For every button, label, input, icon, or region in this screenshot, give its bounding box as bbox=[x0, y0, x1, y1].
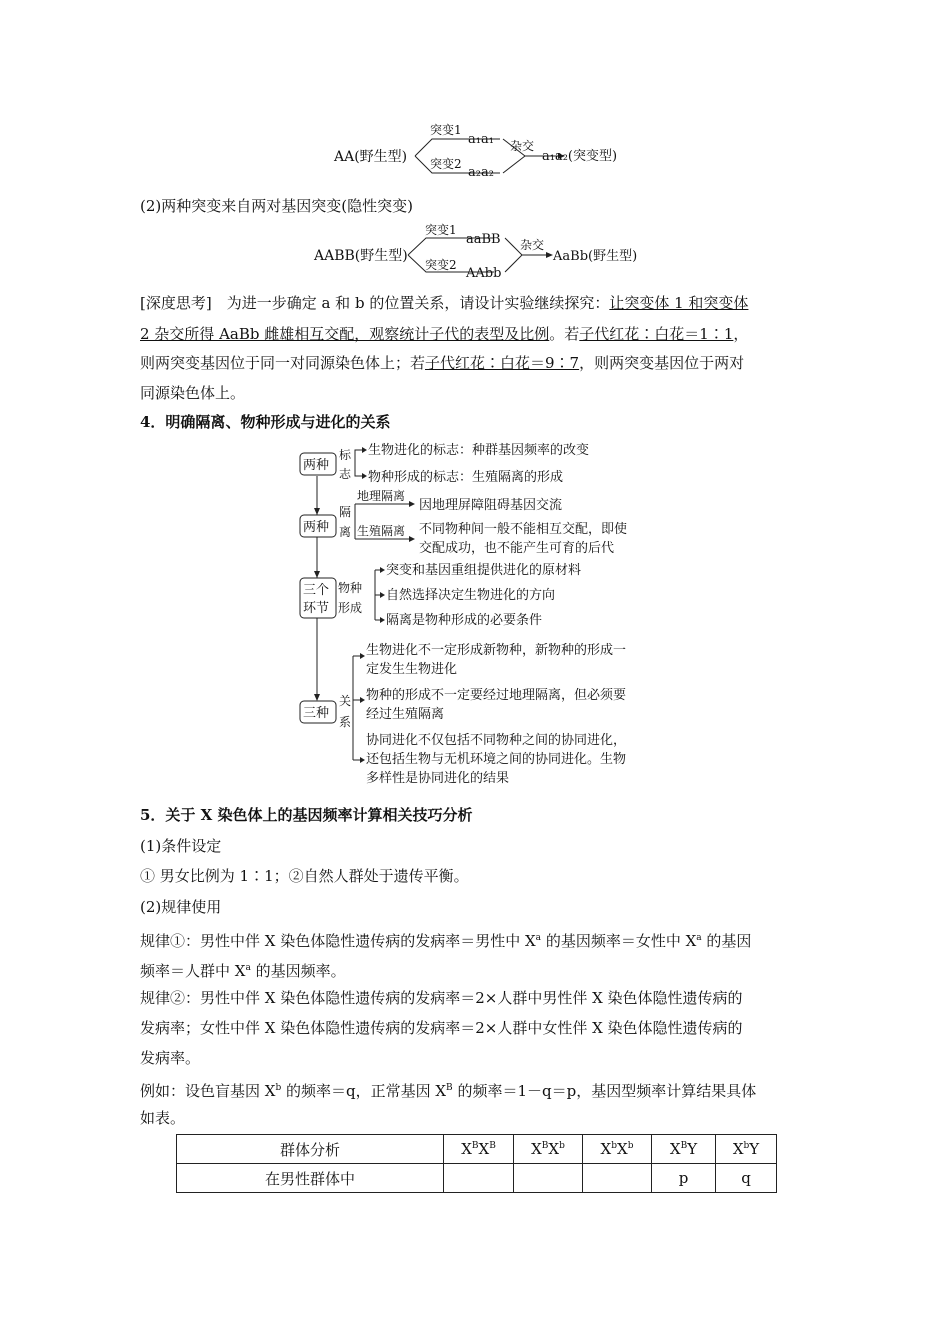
d1-mut1: 突变1 bbox=[430, 123, 462, 137]
example-line-2: 如表。 bbox=[140, 1109, 186, 1127]
cm-b2-arrowhead-2 bbox=[409, 536, 415, 542]
example-line-1 bbox=[140, 1078, 756, 1101]
deep-text-3a: 则两突变基因位于同一对同源染色体上；若 bbox=[140, 354, 426, 372]
cm-b1-side-1: 标 bbox=[339, 448, 352, 462]
d2-wild: AABB(野生型) bbox=[314, 248, 408, 264]
example-text-c: 的频率＝1－q＝p，基因型频率计算结果具体 bbox=[452, 1082, 757, 1100]
d2-merge-down bbox=[505, 255, 522, 272]
cm-b4-arrowhead-3 bbox=[360, 757, 365, 763]
deep-answer-4: 子代红花∶白花＝9∶7 bbox=[425, 354, 580, 372]
cm-b4-item-2a: 物种的形成不一定要经过地理隔离，但必须要 bbox=[366, 688, 627, 703]
cm-b4-item-1a: 生物进化不一定形成新物种，新物种的形成一 bbox=[366, 643, 627, 658]
cm-b4-side-2: 系 bbox=[339, 715, 352, 729]
deep-answer-1: 让突变体 1 和突变体 bbox=[609, 294, 749, 312]
rule-2-line-3: 发病率。 bbox=[140, 1049, 201, 1067]
th-XbY: $X^bY$ bbox=[716, 1135, 777, 1164]
cm-b1-arrowhead-1 bbox=[362, 447, 367, 453]
cm-b4-item-1b: 定发生生物进化 bbox=[366, 662, 458, 677]
section-5-title: 5．关于 X 染色体上的基因频率计算相关技巧分析 bbox=[140, 806, 473, 824]
cm-b3-item-1: 突变和基因重组提供进化的原材料 bbox=[386, 563, 582, 578]
mutation-diagram-1 bbox=[320, 118, 640, 188]
deep-answer-3: 子代红花∶白花＝1∶1 bbox=[579, 325, 734, 343]
th-XBXb: $X^BX^b$ bbox=[514, 1135, 583, 1164]
cm-b2-label-2: 生殖隔离 bbox=[357, 524, 406, 538]
rule-1-line-2 bbox=[140, 958, 346, 981]
cm-b3-arrowhead-1 bbox=[380, 567, 385, 573]
d2-g2: AAbb bbox=[466, 266, 502, 281]
deep-text-3c: ，则两突变基因位于两对 bbox=[579, 354, 745, 372]
cm-box-2-label: 两种 bbox=[303, 520, 330, 535]
sup-a-1: a bbox=[535, 933, 542, 943]
rule-1-text-e: 的基因频率。 bbox=[250, 962, 346, 980]
td-male-group: 在男性群体中 bbox=[177, 1164, 444, 1193]
deep-line-2 bbox=[140, 324, 748, 344]
cm-b1-item-1: 生物进化的标志：种群基因频率的改变 bbox=[368, 443, 590, 458]
concept-map bbox=[295, 438, 665, 790]
td-empty-2 bbox=[514, 1164, 583, 1193]
deep-answer-2: 2 杂交所得 AaBb 雌雄相互交配，观察统计子代的表型及比例 bbox=[140, 325, 550, 343]
deep-text-1a: [深度思考] 为进一步确定 a 和 b 的位置关系，请设计实验继续探究： bbox=[140, 294, 610, 312]
rule-2-line-1: 规律②：男性中伴 X 染色体隐性遗传病的发病率＝2×人群中男性伴 X 染色体隐性遗传病的 bbox=[140, 989, 743, 1007]
rule-2-line-2: 发病率；女性中伴 X 染色体隐性遗传病的发病率＝2×人群中女性伴 X 染色体隐性遗传病的 bbox=[140, 1019, 743, 1037]
sup-a-2: a bbox=[696, 933, 702, 943]
cm-b4-item-2b: 经过生殖隔离 bbox=[366, 707, 445, 722]
cm-b4-item-3c: 多样性是协同进化的结果 bbox=[366, 771, 510, 786]
cm-b3-side-1: 物种 bbox=[338, 581, 363, 595]
cm-b1-side-2: 志 bbox=[339, 467, 352, 481]
sup-a-3: a bbox=[245, 963, 251, 973]
th-group: 群体分析 bbox=[177, 1135, 444, 1164]
d1-g1: a₁a₁ bbox=[468, 132, 494, 147]
rule-1-text-d: 频率＝人群中 X bbox=[140, 962, 246, 980]
td-q: q bbox=[716, 1164, 777, 1193]
cm-b3-side-2: 形成 bbox=[338, 601, 363, 615]
cm-spine-arrow-2 bbox=[314, 571, 320, 578]
cm-b1-arrowhead-2 bbox=[362, 473, 367, 479]
th-XBXB: $X^BX^B$ bbox=[444, 1135, 514, 1164]
cm-b2-label-1: 地理隔离 bbox=[357, 489, 406, 503]
para2-title: (2)两种突变来自两对基因突变(隐性突变) bbox=[140, 197, 413, 215]
cm-b3-arrowhead-3 bbox=[380, 617, 385, 623]
td-p: p bbox=[652, 1164, 716, 1193]
rule-1-line-1 bbox=[140, 928, 751, 951]
cm-b4-arrowhead-1 bbox=[360, 653, 365, 659]
deep-text-2d: ， bbox=[733, 325, 749, 343]
cm-b2-side-2: 离 bbox=[339, 525, 352, 539]
d2-g1: aaBB bbox=[466, 232, 501, 247]
cm-spine-arrow-3 bbox=[314, 694, 320, 701]
d1-g2: a₂a₂ bbox=[468, 165, 494, 180]
deep-text-2b: 。若 bbox=[549, 325, 580, 343]
th-XBY: $X^BY$ bbox=[652, 1135, 716, 1164]
table-row bbox=[177, 1164, 777, 1193]
d1-cross: 杂交 bbox=[510, 139, 535, 153]
cm-b4-side-1: 关 bbox=[339, 694, 352, 708]
d1-merge-down bbox=[503, 156, 525, 173]
cm-box-1-label: 两种 bbox=[303, 458, 330, 473]
mutation-diagram-2 bbox=[310, 222, 650, 284]
cm-b4-item-3b: 还包括生物与无机环境之间的协同进化。生物 bbox=[366, 752, 627, 767]
cm-b2-arrowhead-1 bbox=[409, 501, 415, 507]
cm-b2-item-1: 因地理屏障阻碍基因交流 bbox=[419, 498, 563, 513]
cm-box-4-label: 三种 bbox=[303, 706, 330, 721]
d2-mut2: 突变2 bbox=[425, 258, 457, 272]
cm-box-3-label-2: 环节 bbox=[303, 601, 330, 616]
table-header-row bbox=[177, 1135, 777, 1164]
cm-b1-item-2: 物种形成的标志：生殖隔离的形成 bbox=[368, 470, 564, 485]
sup-B-1: B bbox=[446, 1083, 453, 1093]
deep-line-1 bbox=[140, 293, 748, 313]
s5-condition-title: (1)条件设定 bbox=[140, 837, 222, 855]
cm-spine-arrow-1 bbox=[314, 508, 320, 515]
d1-wild: AA(野生型) bbox=[334, 149, 408, 165]
td-empty-1 bbox=[444, 1164, 514, 1193]
d2-result: AaBb(野生型) bbox=[553, 249, 638, 264]
d1-result: a₁a₂(突变型) bbox=[542, 149, 618, 164]
cm-b2-side-1: 隔 bbox=[339, 505, 352, 519]
rule-1-text-a: 规律①：男性中伴 X 染色体隐性遗传病的发病率＝男性中 X bbox=[140, 932, 536, 950]
deep-line-4: 同源染色体上。 bbox=[140, 384, 246, 402]
rule-1-text-c: 的基因 bbox=[701, 932, 752, 950]
d2-arrowhead bbox=[546, 252, 553, 258]
cm-b3-arrowhead-2 bbox=[380, 592, 385, 598]
d2-cross: 杂交 bbox=[520, 238, 545, 252]
cm-b1-bracket bbox=[355, 450, 363, 476]
s5-condition-text: ① 男女比例为 1∶1；②自然人群处于遗传平衡。 bbox=[140, 867, 469, 885]
s5-rule-title: (2)规律使用 bbox=[140, 898, 222, 916]
example-text-b: 的频率＝q，正常基因 X bbox=[281, 1082, 447, 1100]
genotype-frequency-table bbox=[176, 1134, 777, 1193]
d2-mut1: 突变1 bbox=[425, 223, 457, 237]
sup-b-1: b bbox=[275, 1083, 282, 1093]
td-empty-3 bbox=[583, 1164, 652, 1193]
cm-b3-item-3: 隔离是物种形成的必要条件 bbox=[386, 613, 543, 628]
example-text-a: 例如：设色盲基因 X bbox=[140, 1082, 276, 1100]
section-4-title: 4．明确隔离、物种形成与进化的关系 bbox=[140, 413, 391, 431]
cm-b2-item-2a: 不同物种间一般不能相互交配，即使 bbox=[419, 522, 628, 537]
rule-1-text-b: 的基因频率＝女性中 X bbox=[541, 932, 697, 950]
d1-mut2: 突变2 bbox=[430, 157, 462, 171]
deep-line-3 bbox=[140, 353, 744, 373]
cm-b3-item-2: 自然选择决定生物进化的方向 bbox=[386, 588, 556, 603]
cm-b2-item-2b: 交配成功，也不能产生可育的后代 bbox=[419, 541, 615, 556]
cm-box-3-label-1: 三个 bbox=[303, 583, 330, 598]
cm-b4-item-3a: 协同进化不仅包括不同物种之间的协同进化， bbox=[366, 733, 627, 748]
cm-b4-arrowhead-2 bbox=[360, 697, 365, 703]
th-XbXb: $X^bX^b$ bbox=[583, 1135, 652, 1164]
